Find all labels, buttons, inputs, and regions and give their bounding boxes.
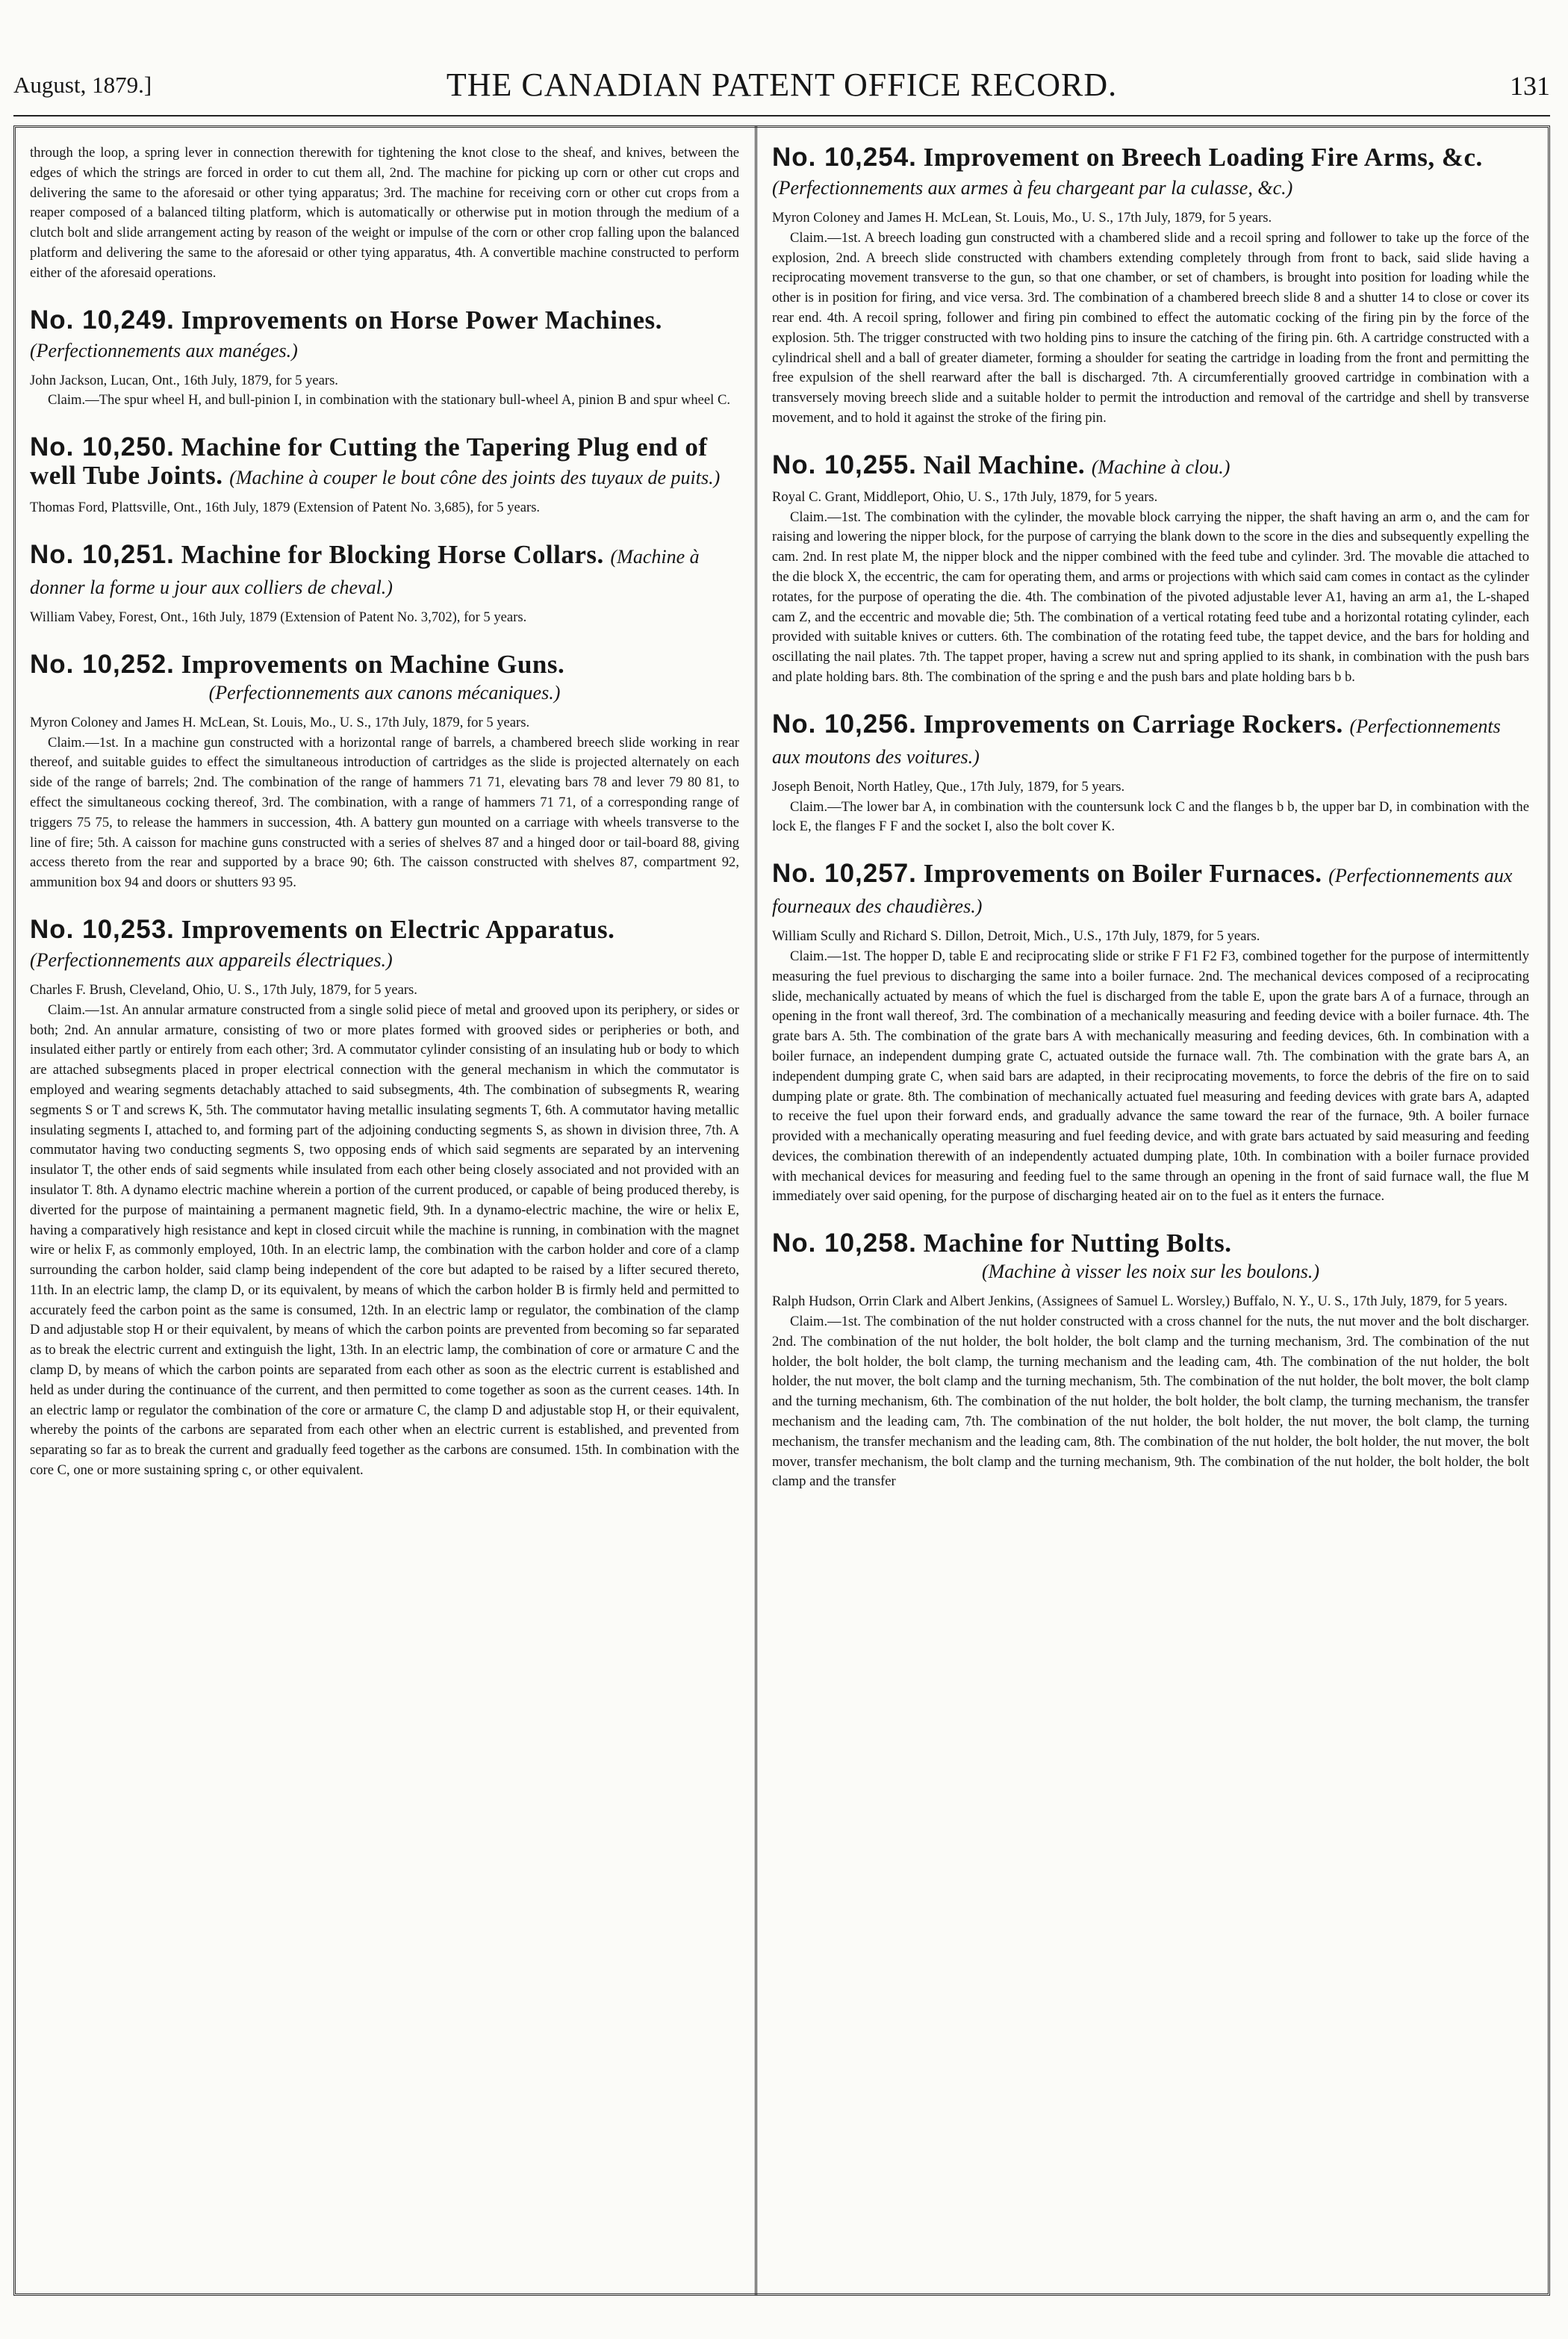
- patent-heading: [30, 541, 739, 602]
- patent-french-title: (Perfectionnements aux armes à feu chargeant par la culasse, &c.): [772, 177, 1293, 199]
- patent-title: Machine for Cutting the Tapering Plug end of well Tube Joints.: [30, 432, 708, 491]
- patent-heading: [772, 1229, 1529, 1286]
- patent-french-title: (Machine à couper le bout cône des joints des tuyaux de puits.): [229, 467, 721, 489]
- patent-title: Improvement on Breech Loading Fire Arms, &c.: [923, 143, 1483, 172]
- patent-entry: [30, 541, 739, 628]
- patent-inventor: Thomas Ford, Plattsville, Ont., 16th July, 1879 (Extension of Patent No. 3,685), for 5 years.: [30, 500, 541, 516]
- patent-claim: Claim.—1st. A breech loading gun constructed with a chambered slide and a recoil spring and follower to take up the force of the explosion, 2nd. A breech slide constructed with chambers extending completely through from front to back, said slide having a reciprocating movement transverse to the gun, so that one chamber, or set of chambers, is brought into position for loading while the other is in position for firing, and vice versa. 3rd. The combination of a chambered breech slide 8 and a shutter 14 to close or cover its rear end. 4th. A recoil spring, follower and firing pin combined to effect the automatic cocking of the firing pin by the force of the explosion. 5th. The trigger constructed with two holding pins to insure the catching of the firing pin. 6th. A cartridge constructed with a cylindrical shell and a ball of greater diameter, forming a shoulder for seating the cartridge in loading from the front and permitting the free expulsion of the shell rearward after the ball is discharged. 7th. A circumferentially grooved cartridge in combination with a transversely moving breech slide and a suitable holder to permit the introduction and removal of the cartridge and shell by transverse movement, and to hold it against the stroke of the firing pin.: [772, 229, 1529, 426]
- patent-french-title: (Perfectionnements aux manéges.): [30, 339, 298, 361]
- patent-title: Machine for Nutting Bolts.: [923, 1228, 1232, 1258]
- patent-heading: [30, 916, 739, 975]
- patent-claim: Claim.—1st. The hopper D, table E and reciprocating slide or strike F F1 F2 F3, combined together for the purpose of intermittently measuring the fuel previous to discharging the same into a boiler furnace. 2nd. The mechanical devices composed of a reciprocating slide, mechanically actuated by means of which the fuel is discharged from the table E, upon the grate bars A of a furnace, through an opening in the front wall thereof, 3rd. The combination of a mechanically measuring and feeding device with a boiler furnace. 4th. The grate bars A. 5th. The combination of the grate bars A with mechanically measuring and feeding devices, 6th. In combination with a boiler furnace, an independent dumping grate C, actuated outside the furnace wall. 7th. The combination with the grate bars A, an independent dumping grate C, when said bars are adapted, in their reciprocating movements, to force the debris of the fire on to said dumping plate or grate. 8th. The combination of mechanically actuated fuel measuring and feeding devices with grate bars A, adapted to receive the fuel upon their forward ends, and gradually advance the same toward the rear of the furnace, 9th. A boiler furnace provided with a mechanically operating measuring and fuel feeding device, and with grate bars actuated by said measuring and feeding devices, the combination therewith of an independently actuated dumping plate, 10th. In combination with a boiler furnace provided with mechanical devices for measuring and feeding fuel to the same through an opening in the front of said furnace wall, the flue M immediately over said opening, for the purpose of discharging heated air on to the fuel as it enters the furnace.: [772, 948, 1529, 1205]
- patent-number: No. 10,257.: [772, 859, 917, 889]
- patent-title: Improvements on Machine Guns.: [181, 649, 565, 679]
- issue-date: August, 1879.]: [13, 72, 152, 98]
- page-number: 131: [1510, 71, 1550, 101]
- patent-number: No. 10,253.: [30, 914, 175, 944]
- right-column: [772, 143, 1529, 2279]
- patent-title: Improvements on Horse Power Machines.: [181, 305, 662, 335]
- patent-entry: [772, 451, 1529, 688]
- patent-heading: [30, 650, 739, 707]
- patent-entry: [30, 306, 739, 411]
- patent-title: Improvements on Carriage Rockers.: [923, 709, 1343, 739]
- patent-entry: [30, 916, 739, 1481]
- patent-claim: Claim.—1st. An annular armature constructed from a single solid piece of metal and grooved upon its periphery, or sides or both; 2nd. An annular armature, consisting of two or more plates formed with grooved sides or peripheries or both, and insulated either partly or entirely from each other; 3rd. A commutator cylinder consisting of an insulating hub or body to which are attached subsegments placed in proper electrical connection with the general mechanism in which the commutator is employed and wearing segments detachably attached to said subsegments, 4th. The combination of subsegments R, wearing segments S or T and screws K, 5th. The commutator having metallic insulating segments T, 6th. A commutator having metallic insulating segments I, attached to, and forming part of the adjoining conducting segments S, as shown in division three, 7th. A commutator having two conducting segments S, two opposing ends of which said segments are separated by an intervening insulator T, the other ends of said segments while insulated from each other being closely associated and not provided with an insulator T. 8th. A dynamo electric machine wherein a portion of the current produced, or capable of being produced thereby, is diverted for the purpose of maintaining a permanent magnetic field, 9th. In a dynamo-electric machine, the wire or helix E, having a comparatively high resistance and kept in closed circuit while the machine is running, in combination with the magnet wire or helix F, as commonly employed, 10th. In an electric lamp, the combination with the carbon holder and core of a clamp surrounding the carbon holder, said clamp being independent of the core but adapted to be raised by a lifter secured thereto, 11th. In an electric lamp, the clamp D, or its equivalent, by means of which the carbon holder B is firmly held and permitted to accurately feed the carbon point as the same is consumed, 12th. In an electric lamp or regulator, the combination of the clamp D and adjustable stop H or their equivalent, by means of which the carbon points are prevented from becoming so far separated as to break the electric current and extinguish the light, 13th. In an electric lamp, the combination of core or armature C and the clamp D, by means of which the carbon points are separated from each other as soon as the electric current is established and held as under during the continuance of the current, and then permitted to come together as soon as the current ceases. 14th. In an electric lamp or regulator the combination of the core or armature C, the clamp D and adjustable stop H, or their equivalent, whereby the points of the carbons are separated from each other when an electric current is established, and prevented from separating so far as to break the current and gradually feed together as the carbons are consumed. 15th. In combination with the core C, one or more sustaining spring c, or other equivalent.: [30, 1001, 739, 1479]
- patent-number: No. 10,252.: [30, 649, 175, 679]
- patent-title: Machine for Blocking Horse Collars.: [181, 539, 604, 569]
- continuation-text: through the loop, a spring lever in connection therewith for tightening the knot close to the sheaf, and knives, between the edges of which the strings are forced in order to cut them all, 2nd. The machine for picking up corn or other cut crops and delivering the same to the aforesaid or other tying apparatus; 3rd. The machine for receiving corn or other cut crops from a reaper composed of a balanced tilting platform, which is automatically or otherwise put in motion through the medium of a clutch bolt and slide arrangement acting by reason of the weight or impulse of the corn or other crop falling upon the balanced platform and delivering the same to the aforesaid or other tying apparatus, 4th. A convertible machine constructed to perform either of the aforesaid operations.: [30, 145, 739, 281]
- patent-entry: [30, 433, 739, 518]
- patent-number: No. 10,250.: [30, 432, 175, 462]
- patent-number: No. 10,251.: [30, 539, 175, 569]
- patent-heading: [30, 433, 739, 492]
- patent-number: No. 10,249.: [30, 305, 175, 335]
- patent-number: No. 10,256.: [772, 709, 917, 739]
- patent-heading: [772, 710, 1529, 771]
- patent-heading: [772, 143, 1529, 202]
- patent-french-title: (Machine à donner la forme u jour aux colliers de cheval.): [30, 545, 700, 598]
- patent-claim: Claim.—The lower bar A, in combination with the countersunk lock C and the flanges b b, the upper bar D, in combination with the lock E, the flanges F F and the socket I, also the bolt cover K.: [772, 798, 1529, 835]
- patent-number: No. 10,255.: [772, 450, 917, 479]
- patent-entry: [30, 650, 739, 893]
- patent-inventor: William Scully and Richard S. Dillon, Detroit, Mich., U.S., 17th July, 1879, for 5 years.: [772, 928, 1260, 945]
- patent-claim: Claim.—1st. The combination with the cylinder, the movable block carrying the nipper, the shaft having an arm o, and the cam for raising and lowering the nipper block, for the purpose of carrying the blank down to the score in the dies and subsequently expelling the cam. 2nd. In rest plate M, the nipper block and the nipper combined with the feed tube and cylinder. 3rd. The movable die attached to the die block X, the eccentric, the cam for operating them, and arms or projections with which said cam comes in contact as the cylinder rotates, for the purpose of operating the die. 4th. The combination of the pivoted adjustable lever A1, having an arm a1, the L-shaped cam Z, and the eccentric and movable die; 5th. The combination of a vertical rotating feed tube and a horizontal rotating cylinder, each provided with suitable knives or cutters. 6th. The combination of the rotating feed tube, the tappet device, and the bars for holding and oscillating the nail plates. 7th. The tappet proper, having a screw nut and spring applied to its shank, in combination with the push bars and plate holding bars. 8th. The combination of the spring e and the push bars and plate holding bars b b.: [772, 509, 1529, 685]
- patent-inventor: Myron Coloney and James H. McLean, St. Louis, Mo., U. S., 17th July, 1879, for 5 years.: [30, 714, 530, 730]
- patent-claim: Claim.—1st. The combination of the nut holder constructed with a cross channel for the nuts, the nut mover and the bolt discharger. 2nd. The combination of the nut holder, the bolt holder, the bolt clamp and the turning mechanism, 3rd. The combination of the nut holder, the bolt holder, the bolt clamp, the turning mechanism and the leading cam, 4th. The combination of the nut holder, the bolt holder, the nut mover, the bolt clamp and the turning mechanism, 5th. The combination of the nut holder, the bolt mover, the bolt clamp and the turning mechanism, 6th. The combination of the nut holder, the bolt holder, the bolt clamp, the turning mechanism, the transfer mechanism and the leading cam, 7th. The combination of the nut holder, the bolt holder, the nut mover, the bolt clamp, the turning mechanism, the transfer mechanism and the leading cam, 8th. The combination of the nut holder, the bolt holder, the nut mover, the bolt mover, transfer mechanism, the bolt clamp and the turning mechanism, 9th. The combination of the nut holder, the bolt holder, the bolt clamp and the transfer: [772, 1314, 1529, 1490]
- patent-number: No. 10,258.: [772, 1228, 917, 1258]
- patent-inventor: Royal C. Grant, Middleport, Ohio, U. S., 17th July, 1879, for 5 years.: [772, 488, 1158, 505]
- patent-french-title: (Machine à visser les noix sur les boulons.): [981, 1261, 1320, 1283]
- page-header: [13, 63, 1550, 108]
- patent-entry: [772, 143, 1529, 429]
- patent-entry: [772, 710, 1529, 837]
- patent-title: Nail Machine.: [923, 450, 1086, 479]
- patent-claim: Claim.—1st. In a machine gun constructed with a horizontal range of barrels, a chambered breech slide working in rear thereof, and suitable guides to effect the simultaneous introduction of cartridges as the slide is projected alternately on each side of the range of barrels; 2nd. The combination of the range of hammers 71 71, elevating bars 78 and lever 79 80 81, to effect the simultaneous cocking thereof, 3rd. The combination, with a range of hammers 71 71, of a corresponding range of triggers 75 75, to release the hammers in succession, 4th. A battery gun mounted on a carriage with wheels transverse to the line of fire; 5th. A caisson for machine guns constructed with a series of shelves 87 and a hinged door or tail-board 88, giving access thereto from the rear and supported by a brace 90; 6th. The caisson constructed with shelves 87, compartment 92, ammunition box 94 and doors or shutters 93 95.: [30, 734, 739, 891]
- patent-heading: [772, 860, 1529, 921]
- patent-inventor: William Vabey, Forest, Ont., 16th July, 1879 (Extension of Patent No. 3,702), for 5 years.: [30, 609, 527, 625]
- patent-inventor: John Jackson, Lucan, Ont., 16th July, 1879, for 5 years.: [30, 372, 338, 388]
- header-rule: [13, 115, 1550, 117]
- patent-inventor: Myron Coloney and James H. McLean, St. Louis, Mo., U. S., 17th July, 1879, for 5 years.: [772, 210, 1272, 226]
- publication-title: THE CANADIAN PATENT OFFICE RECORD.: [446, 66, 1118, 103]
- patent-french-title: (Perfectionnements aux fourneaux des chaudières.): [772, 865, 1513, 918]
- patent-heading: [772, 451, 1529, 482]
- patent-number: No. 10,254.: [772, 143, 917, 172]
- patent-title: Improvements on Electric Apparatus.: [181, 914, 615, 944]
- patent-claim: Claim.—The spur wheel H, and bull-pinion I, in combination with the stationary bull-wheel A, pinion B and spur wheel C.: [48, 392, 731, 409]
- patent-french-title: (Perfectionnements aux moutons des voitures.): [772, 715, 1501, 768]
- patent-entry: [772, 860, 1529, 1207]
- patent-french-title: (Machine à clou.): [1091, 456, 1231, 478]
- patent-title: Improvements on Boiler Furnaces.: [923, 859, 1322, 889]
- patent-french-title: (Perfectionnements aux canons mécaniques.): [208, 681, 561, 703]
- patent-inventor: Charles F. Brush, Cleveland, Ohio, U. S., 17th July, 1879, for 5 years.: [30, 981, 417, 998]
- patent-heading: [30, 306, 739, 365]
- patent-inventor: Joseph Benoit, North Hatley, Que., 17th July, 1879, for 5 years.: [772, 778, 1125, 795]
- column-divider: [755, 125, 757, 2296]
- patent-inventor: Ralph Hudson, Orrin Clark and Albert Jenkins, (Assignees of Samuel L. Worsley,) Buffalo, N. Y., U. S., 17th July, 1879, for 5 years.: [772, 1293, 1508, 1310]
- left-column: [30, 143, 739, 2279]
- patent-entry: [772, 1229, 1529, 1492]
- patent-french-title: (Perfectionnements aux appareils électriques.): [30, 948, 393, 971]
